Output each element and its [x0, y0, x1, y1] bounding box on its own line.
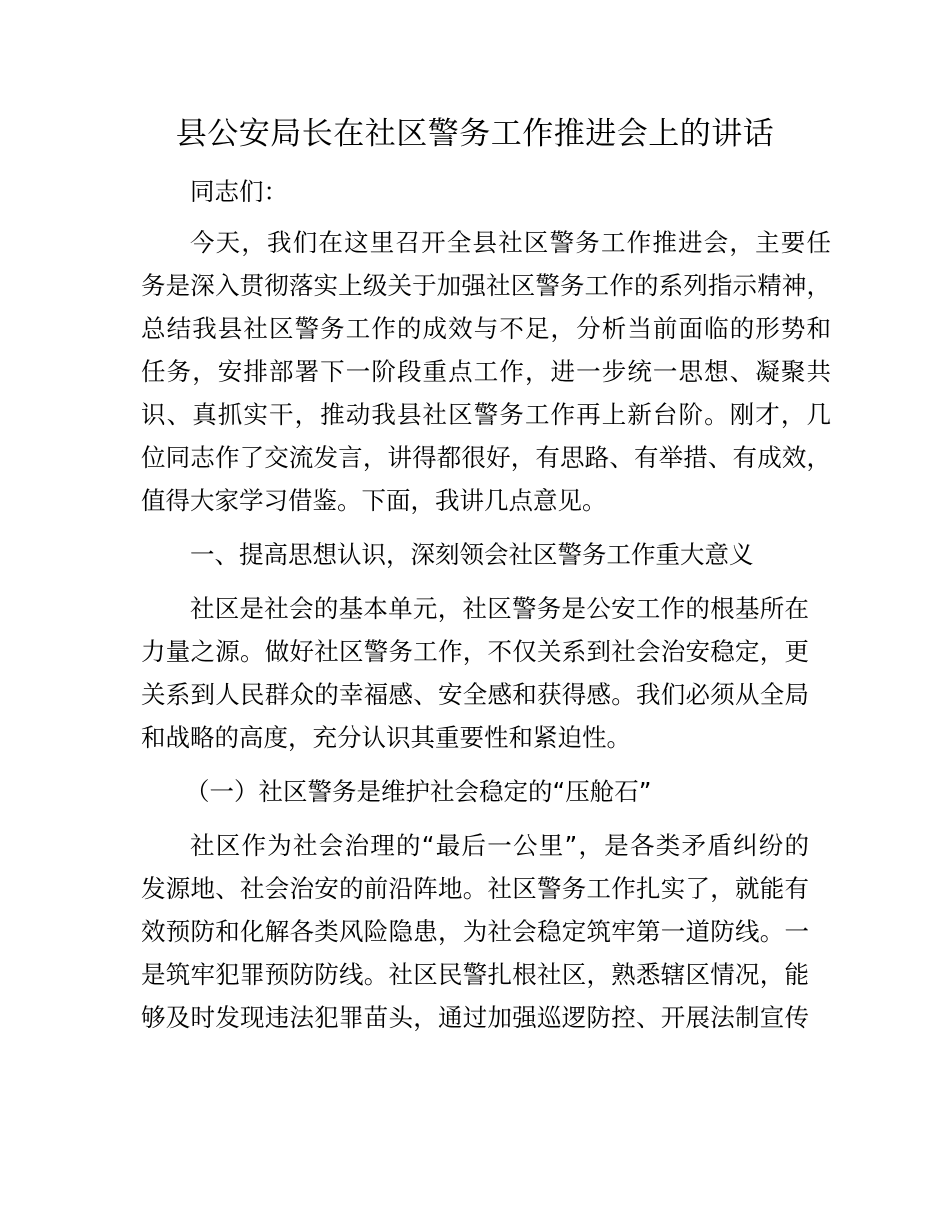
section-heading: 一、提高思想认识，深刻领会社区警务工作重大意义 — [190, 540, 754, 569]
paragraph-line: 识、真抓实干，推动我县社区警务工作再上新台阶。刚才，几 — [141, 400, 831, 429]
paragraph-line: 是筑牢犯罪预防防线。社区民警扎根社区，熟悉辖区情况，能 — [141, 960, 809, 989]
paragraph-line: 发源地、社会治安的前沿阵地。社区警务工作扎实了，就能有 — [141, 874, 809, 903]
paragraph-line: 务是深入贯彻落实上级关于加强社区警务工作的系列指示精神， — [141, 271, 831, 300]
paragraph-line: 够及时发现违法犯罪苗头，通过加强巡逻防控、开展法制宣传 — [141, 1003, 809, 1032]
paragraph-line: 社区是社会的基本单元，社区警务是公安工作的根基所在 — [190, 594, 809, 623]
salutation-line: 同志们： — [190, 177, 288, 206]
paragraph-line: 社区作为社会治理的“最后一公里”，是各类矛盾纠纷的 — [190, 831, 809, 860]
document-title: 县公安局长在社区警务工作推进会上的讲话 — [175, 116, 775, 152]
paragraph-line: 位同志作了交流发言，讲得都很好，有思路、有举措、有成效， — [141, 443, 831, 472]
paragraph-line: 今天，我们在这里召开全县社区警务工作推进会，主要任 — [190, 228, 831, 257]
paragraph-line: 和战略的高度，充分认识其重要性和紧迫性。 — [141, 723, 631, 752]
paragraph-line: 力量之源。做好社区警务工作，不仅关系到社会治安稳定，更 — [141, 637, 809, 666]
paragraph-line: 关系到人民群众的幸福感、安全感和获得感。我们必须从全局 — [141, 680, 809, 709]
paragraph-line: 任务，安排部署下一阶段重点工作，进一步统一思想、凝聚共 — [141, 357, 831, 386]
paragraph-line: 值得大家学习借鉴。下面，我讲几点意见。 — [141, 486, 607, 515]
paragraph-line: 效预防和化解各类风险隐患，为社会稳定筑牢第一道防线。一 — [141, 917, 809, 946]
paragraph-line: 总结我县社区警务工作的成效与不足，分析当前面临的形势和 — [141, 314, 831, 343]
subsection-heading: （一）社区警务是维护社会稳定的“压舱石” — [185, 777, 652, 806]
